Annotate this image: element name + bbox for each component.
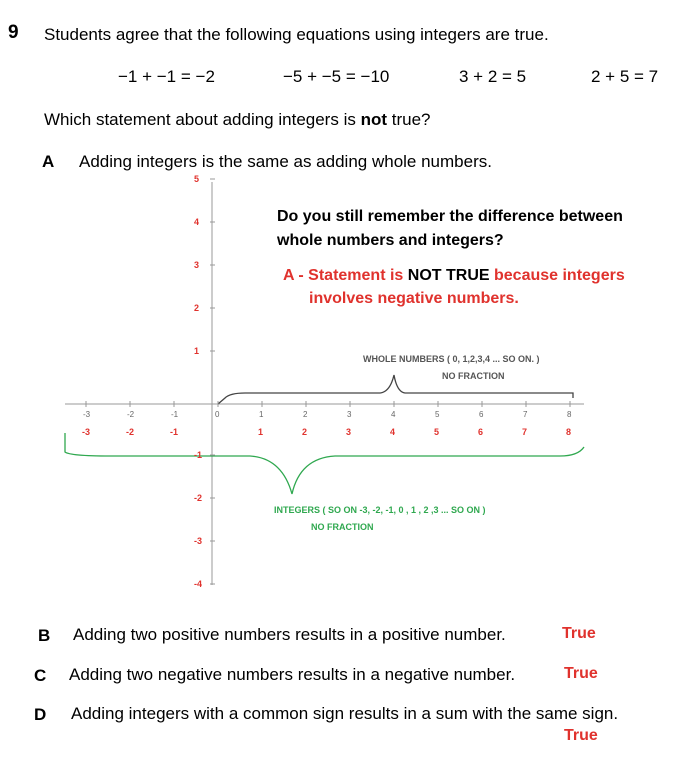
integers-note: NO FRACTION (311, 522, 374, 532)
x-tick-red-label: -3 (82, 427, 91, 437)
x-tick-small-label: -3 (83, 410, 91, 419)
x-tick-small-label: -2 (127, 410, 135, 419)
y-tick-red-label: -3 (194, 536, 203, 546)
y-tick-red-label: -1 (194, 450, 203, 460)
equation-4: 2 + 5 = 7 (591, 67, 659, 86)
question-number: 9 (8, 22, 19, 43)
x-tick-small-label: 2 (303, 410, 308, 419)
whole-numbers-note: NO FRACTION (442, 371, 505, 381)
x-tick-small-label: 4 (391, 410, 396, 419)
x-tick-small-label: 6 (479, 410, 484, 419)
x-tick-red-label: -1 (170, 427, 179, 437)
option-d-text: Adding integers with a common sign results in a sum with the same sign. (71, 704, 619, 723)
option-c-verdict: True (564, 665, 598, 682)
x-tick-small-label: 7 (523, 410, 528, 419)
answer-red: because integers (489, 267, 625, 284)
x-tick-red-label: -2 (126, 427, 135, 437)
x-tick-red-label: 2 (302, 427, 308, 437)
option-c-letter: C (34, 666, 47, 685)
x-tick-small-label: -1 (171, 410, 179, 419)
x-tick-red-label: 7 (522, 427, 528, 437)
y-tick-red-label: 3 (194, 260, 200, 270)
question-text: Students agree that the following equations using integers are true. (44, 25, 549, 44)
annotation-answer-line2: involves negative numbers. (309, 290, 519, 307)
whole-numbers-curve (218, 375, 573, 404)
x-tick-red-label: 4 (390, 427, 396, 437)
option-b-text: Adding two positive numbers results in a positive number. (73, 625, 506, 644)
option-a-letter: A (42, 152, 55, 171)
x-tick-red-label: 1 (258, 427, 264, 437)
equation-1: −1 + −1 = −2 (118, 67, 215, 86)
option-d-letter: D (34, 705, 47, 724)
annotation-question-line1: Do you still remember the difference between (277, 208, 623, 225)
y-tick-red-label: -4 (194, 579, 203, 589)
x-tick-small-label: 0 (215, 410, 220, 419)
x-tick-small-label: 5 (435, 410, 440, 419)
x-tick-small-label: 3 (347, 410, 352, 419)
option-d-verdict: True (564, 727, 598, 744)
option-b-verdict: True (562, 625, 596, 642)
answer-prefix: A - Statement is (283, 267, 408, 284)
annotation-answer-line1 (283, 267, 625, 285)
prompt-before: Which statement about adding integers is (44, 110, 361, 129)
prompt-after: true? (387, 110, 431, 129)
x-tick-red-label: 8 (566, 427, 572, 437)
y-tick-red-label: -2 (194, 493, 203, 503)
annotation-question-line2: whole numbers and integers? (277, 232, 504, 249)
whole-numbers-label: WHOLE NUMBERS ( 0, 1,2,3,4 ... SO ON. ) (363, 354, 540, 364)
equation-2: −5 + −5 = −10 (283, 67, 390, 86)
x-tick-red-label: 6 (478, 427, 484, 437)
answer-not-true: NOT TRUE (407, 267, 490, 284)
option-c-text: Adding two negative numbers results in a negative number. (69, 665, 516, 684)
option-a-text: Adding integers is the same as adding whole numbers. (79, 152, 492, 171)
x-tick-red-label: 3 (346, 427, 352, 437)
y-tick-red-label: 4 (194, 217, 200, 227)
y-tick-red-label: 2 (194, 303, 200, 313)
option-b-letter: B (38, 626, 51, 645)
y-tick-red-label: 1 (194, 346, 200, 356)
x-tick-small-label: 8 (567, 410, 572, 419)
integers-curve (65, 433, 584, 494)
x-tick-small-label: 1 (259, 410, 264, 419)
equation-3: 3 + 2 = 5 (459, 67, 527, 86)
x-tick-red-label: 5 (434, 427, 440, 437)
integers-label: INTEGERS ( SO ON -3, -2, -1, 0 , 1 , 2 ,3 ... SO ON ) (274, 505, 486, 515)
prompt-bold: not (360, 110, 388, 129)
y-tick-red-label: 5 (194, 174, 200, 184)
